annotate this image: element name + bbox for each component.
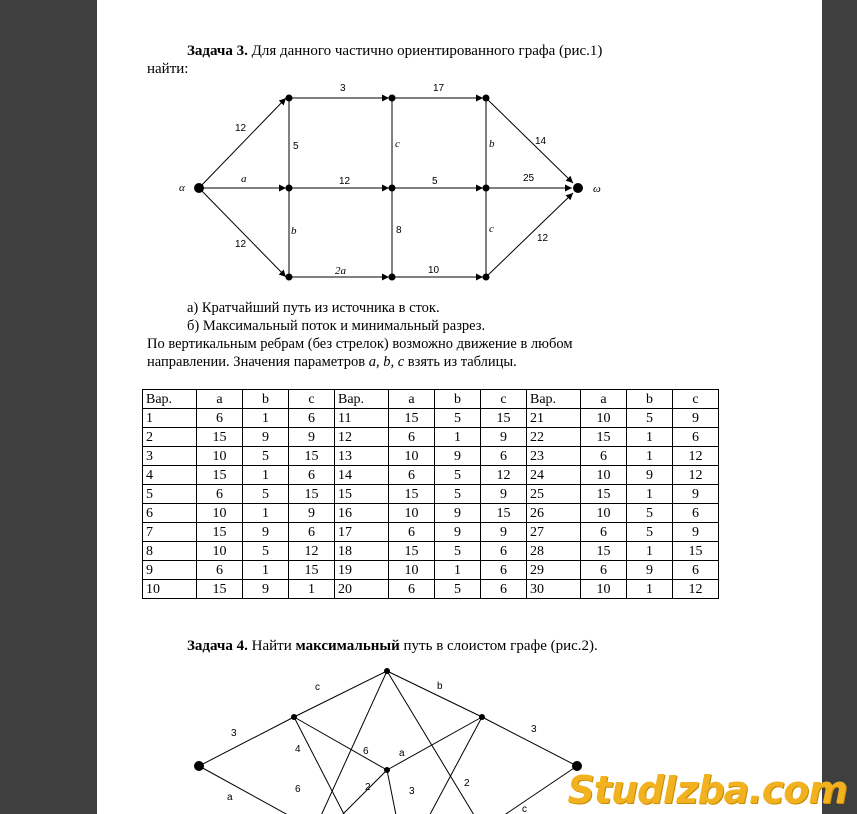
table-cell: 19	[335, 561, 389, 580]
table-header-cell: Вар.	[527, 390, 581, 409]
label-v5: 8	[396, 225, 402, 236]
table-cell: 26	[527, 504, 581, 523]
item-b: б) Максимальный поток и минимальный разрез.	[187, 318, 486, 334]
table-cell: 5	[627, 504, 673, 523]
table-cell: 10	[389, 561, 435, 580]
watermark-logo: StudIzba.com	[567, 768, 847, 812]
node-sink	[573, 183, 583, 193]
table-cell: 10	[143, 580, 197, 599]
table-cell: 6	[673, 561, 719, 580]
table-cell: 9	[435, 504, 481, 523]
table-cell: 9	[243, 428, 289, 447]
table-cell: 5	[627, 523, 673, 542]
task3-title: Задача 3.	[187, 43, 248, 59]
table-cell: 6	[289, 466, 335, 485]
g2-label: 3	[231, 728, 237, 739]
table-header-cell: a	[197, 390, 243, 409]
table-cell: 5	[435, 466, 481, 485]
label-top1: 3	[340, 83, 346, 94]
label-t-bot: 12	[537, 233, 549, 244]
table-cell: 9	[289, 504, 335, 523]
g2-label: c	[315, 682, 320, 693]
note-line-2	[147, 353, 517, 371]
table-cell: 15	[197, 466, 243, 485]
table-row	[143, 504, 719, 523]
table-cell: 15	[289, 561, 335, 580]
label-bot1: 2a	[335, 265, 346, 277]
g2-label: b	[437, 681, 443, 692]
table-cell: 6	[481, 561, 527, 580]
task4-title: Задача 4.	[187, 638, 248, 654]
label-mid2: 5	[432, 176, 438, 187]
table-cell: 15	[335, 485, 389, 504]
table-cell: 21	[527, 409, 581, 428]
node-source	[194, 183, 204, 193]
table-cell: 9	[435, 523, 481, 542]
task3-text: Для данного частично ориентированного графа (рис.1)	[247, 43, 603, 59]
table-cell: 12	[335, 428, 389, 447]
node	[483, 274, 490, 281]
label-mid3: 25	[523, 173, 535, 184]
note2-vars: a, b, c	[368, 354, 405, 370]
table-cell: 30	[527, 580, 581, 599]
node	[389, 274, 396, 281]
node	[291, 714, 297, 720]
table-cell: 10	[581, 409, 627, 428]
table-cell: 9	[673, 485, 719, 504]
label-v6: c	[489, 223, 494, 235]
label-s-bot: 12	[235, 239, 247, 250]
table-cell: 14	[335, 466, 389, 485]
table-cell: 15	[581, 542, 627, 561]
table-row	[143, 561, 719, 580]
table-cell: 9	[289, 428, 335, 447]
task4-bold: максимальный	[295, 638, 400, 654]
edge	[387, 770, 397, 814]
table-row	[143, 523, 719, 542]
table-cell: 1	[627, 542, 673, 561]
table-cell: 12	[673, 447, 719, 466]
table-cell: 9	[673, 523, 719, 542]
table-header-cell: a	[389, 390, 435, 409]
table-cell: 24	[527, 466, 581, 485]
task4-pre: Найти	[247, 638, 296, 654]
label-s-top: 12	[235, 123, 247, 134]
table-cell: 12	[481, 466, 527, 485]
g2-label: c	[522, 804, 527, 814]
table-cell: 5	[435, 409, 481, 428]
table-cell: 6	[289, 409, 335, 428]
table-cell: 29	[527, 561, 581, 580]
table-header-cell: a	[581, 390, 627, 409]
node	[286, 185, 293, 192]
table-row	[143, 542, 719, 561]
table-cell: 5	[243, 447, 289, 466]
note2-post: взять из таблицы.	[404, 354, 517, 370]
g2-label: 4	[295, 744, 301, 755]
table-cell: 10	[581, 504, 627, 523]
table-cell: 15	[673, 542, 719, 561]
table-cell: 12	[289, 542, 335, 561]
table-cell: 6	[197, 561, 243, 580]
table-cell: 4	[143, 466, 197, 485]
table-cell: 6	[389, 523, 435, 542]
table-cell: 12	[673, 580, 719, 599]
node	[384, 767, 390, 773]
label-v4: b	[291, 225, 297, 237]
table-cell: 23	[527, 447, 581, 466]
table-row	[143, 485, 719, 504]
table-header-cell: c	[673, 390, 719, 409]
task4-heading	[187, 637, 598, 655]
table-header-cell: b	[243, 390, 289, 409]
table-cell: 9	[143, 561, 197, 580]
table-cell: 5	[243, 542, 289, 561]
table-cell: 6	[289, 523, 335, 542]
edge	[199, 766, 297, 814]
table-cell: 15	[389, 409, 435, 428]
table-row	[143, 428, 719, 447]
table-cell: 28	[527, 542, 581, 561]
table-cell: 18	[335, 542, 389, 561]
table-cell: 1	[435, 428, 481, 447]
table-cell: 1	[243, 504, 289, 523]
table-cell: 8	[143, 542, 197, 561]
node	[483, 185, 490, 192]
table-cell: 3	[143, 447, 197, 466]
edge	[294, 671, 387, 717]
table-row	[143, 447, 719, 466]
table-cell: 1	[243, 561, 289, 580]
table-header-cell: b	[627, 390, 673, 409]
node	[389, 185, 396, 192]
table-cell: 5	[143, 485, 197, 504]
table-cell: 9	[673, 409, 719, 428]
table-cell: 20	[335, 580, 389, 599]
table-cell: 10	[581, 580, 627, 599]
edge	[482, 717, 577, 766]
node	[479, 714, 485, 720]
table-header-cell: Вар.	[143, 390, 197, 409]
table-cell: 6	[389, 580, 435, 599]
variants-table	[142, 389, 719, 599]
edge-s-bot	[199, 188, 286, 277]
table-cell: 27	[527, 523, 581, 542]
g2-label: 3	[409, 786, 415, 797]
table-cell: 15	[197, 580, 243, 599]
table-cell: 5	[435, 580, 481, 599]
table-cell: 1	[435, 561, 481, 580]
table-row	[143, 409, 719, 428]
table-cell: 9	[481, 523, 527, 542]
edge	[337, 770, 387, 814]
source-label: α	[179, 182, 185, 194]
table-cell: 9	[243, 523, 289, 542]
table-cell: 9	[481, 428, 527, 447]
edge-t-top	[486, 98, 573, 183]
table-cell: 10	[389, 504, 435, 523]
edge	[497, 766, 577, 814]
table-cell: 25	[527, 485, 581, 504]
table-cell: 15	[481, 504, 527, 523]
table-cell: 7	[143, 523, 197, 542]
table-cell: 6	[581, 561, 627, 580]
table-cell: 6	[581, 447, 627, 466]
table-cell: 10	[581, 466, 627, 485]
label-s-mid: a	[241, 173, 247, 185]
table-cell: 9	[243, 580, 289, 599]
table-cell: 10	[197, 447, 243, 466]
node	[286, 95, 293, 102]
table-cell: 11	[335, 409, 389, 428]
table-row	[143, 580, 719, 599]
g2-label: 2	[464, 778, 470, 789]
table-cell: 9	[627, 561, 673, 580]
label-v3: b	[489, 138, 495, 150]
table-cell: 1	[627, 580, 673, 599]
table-cell: 6	[143, 504, 197, 523]
table-cell: 6	[673, 428, 719, 447]
table-cell: 9	[481, 485, 527, 504]
label-v1: 5	[293, 141, 299, 152]
table-cell: 15	[481, 409, 527, 428]
note2-pre: направлении. Значения параметров	[147, 354, 369, 370]
label-v2: c	[395, 138, 400, 150]
table-cell: 6	[197, 485, 243, 504]
table-cell: 5	[435, 485, 481, 504]
table-header-cell: c	[481, 390, 527, 409]
edge	[199, 717, 294, 766]
g2-label: 2	[365, 782, 371, 793]
node-source	[194, 761, 204, 771]
table-cell: 5	[627, 409, 673, 428]
g2-label: 6	[295, 784, 301, 795]
table-cell: 15	[289, 447, 335, 466]
g2-label: 3	[531, 724, 537, 735]
table-cell: 17	[335, 523, 389, 542]
sink-label: ω	[593, 183, 601, 195]
task4-post: путь в слоистом графе (рис.2).	[399, 638, 598, 654]
node	[389, 95, 396, 102]
table-cell: 13	[335, 447, 389, 466]
table-cell: 15	[389, 542, 435, 561]
table-cell: 1	[243, 409, 289, 428]
table-cell: 15	[389, 485, 435, 504]
table-cell: 10	[197, 504, 243, 523]
table-cell: 15	[581, 485, 627, 504]
table-cell: 15	[289, 485, 335, 504]
table-cell: 1	[243, 466, 289, 485]
table-cell: 10	[197, 542, 243, 561]
document-page	[97, 0, 822, 814]
table-header-cell: Вар.	[335, 390, 389, 409]
table-cell: 16	[335, 504, 389, 523]
node	[286, 274, 293, 281]
table-cell: 1	[289, 580, 335, 599]
node	[483, 95, 490, 102]
table-cell: 2	[143, 428, 197, 447]
table-cell: 15	[197, 523, 243, 542]
table-cell: 1	[627, 485, 673, 504]
label-mid1: 12	[339, 176, 351, 187]
node	[384, 668, 390, 674]
g2-label: 6	[363, 746, 369, 757]
edge-t-bot	[486, 193, 573, 277]
table-cell: 9	[627, 466, 673, 485]
label-top2: 17	[433, 83, 445, 94]
table-cell: 1	[627, 447, 673, 466]
note-line-1: По вертикальным ребрам (без стрелок) возможно движение в любом	[147, 336, 573, 352]
table-header-cell: b	[435, 390, 481, 409]
edge	[319, 671, 387, 814]
item-a: а) Кратчайший путь из источника в сток.	[187, 300, 440, 316]
table-cell: 5	[435, 542, 481, 561]
table-cell: 1	[627, 428, 673, 447]
table-cell: 6	[197, 409, 243, 428]
table-cell: 6	[481, 542, 527, 561]
label-t-top: 14	[535, 136, 547, 147]
g2-label: a	[399, 748, 405, 759]
g2-label: a	[227, 792, 233, 803]
edge	[427, 717, 482, 814]
table-cell: 9	[435, 447, 481, 466]
table-cell: 6	[389, 466, 435, 485]
table-cell: 15	[197, 428, 243, 447]
table-cell: 6	[673, 504, 719, 523]
table-header-cell: c	[289, 390, 335, 409]
table-cell: 6	[481, 447, 527, 466]
table-cell: 22	[527, 428, 581, 447]
label-bot2: 10	[428, 265, 440, 276]
table-cell: 6	[581, 523, 627, 542]
table-cell: 15	[581, 428, 627, 447]
table-cell: 6	[389, 428, 435, 447]
table-cell: 5	[243, 485, 289, 504]
table-cell: 10	[389, 447, 435, 466]
graph-figure-1	[97, 0, 822, 300]
table-cell: 1	[143, 409, 197, 428]
table-cell: 12	[673, 466, 719, 485]
table-header-row	[143, 390, 719, 409]
table-row	[143, 466, 719, 485]
table-cell: 6	[481, 580, 527, 599]
task3-text2: найти:	[147, 61, 189, 77]
